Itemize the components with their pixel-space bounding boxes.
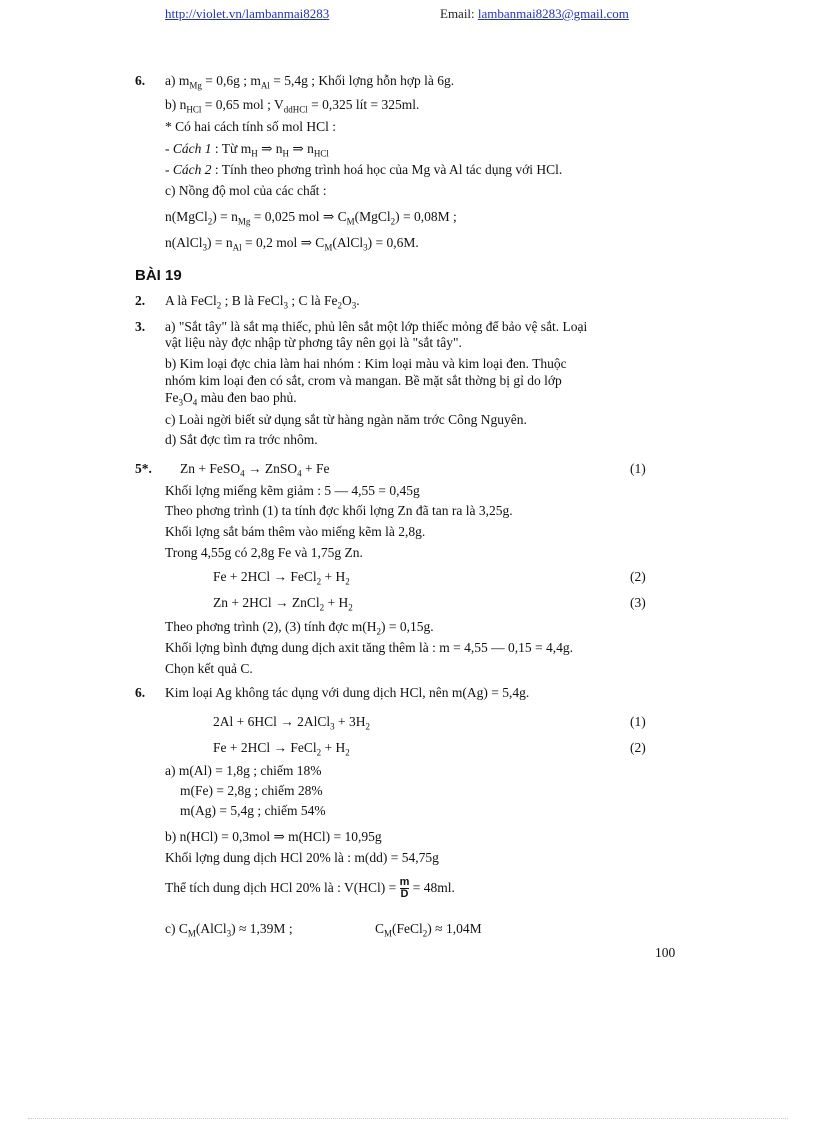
q6b-b2: Khối lợng dung dịch HCl 20% là : m(dd) = 54,75g: [165, 850, 439, 865]
q6b-eq1: 2Al + 6HCl → 2AlCl$_3$ + $3H_2$: [213, 714, 370, 732]
q5-line1: Khối lợng miếng kẽm giảm : 5 — 4,55 = 0,45g: [165, 483, 420, 498]
q3-number: 3.: [135, 319, 146, 334]
q5-eq3: Zn + 2HCl → ZnCl$_2$ + $H_2$: [213, 595, 353, 613]
q6a-a: a) $m_{Mg} = 0,6g$ ; $m_{Al} = 5,4g$ ; Khối lợng hỗn hợp là 6g.: [165, 73, 455, 91]
q5-eq3-number: (3): [630, 595, 646, 610]
q3-b2: nhóm kim loại đen có sắt, crom và mangan. Bề mặt sắt thờng bị gỉ do lớp: [165, 373, 562, 388]
q6a-alcl3: n(AlCl$_3$) = $n_{Al} = 0,2$ mol ⇒ $C_M(AlCl_3) = 0,6M$.: [165, 235, 419, 253]
q5-eq2: Fe + 2HCl → FeCl$_2$ + $H_2$: [213, 569, 350, 587]
q6b-a2: m(Fe) = 2,8g ; chiếm 28%: [180, 783, 323, 798]
q5-line4: Trong 4,55g có 2,8g Fe và 1,75g Zn.: [165, 545, 363, 560]
q3-b1: b) Kim loại đợc chia làm hai nhóm : Kim loại màu và kim loại đen. Thuộc: [165, 356, 567, 371]
page-number: 100: [655, 945, 676, 960]
fraction-numerator: m: [399, 876, 410, 889]
q6a-cach2: - Cách 2 : Tính theo phơng trình hoá học của Mg và Al tác dụng với HCl.: [165, 162, 563, 177]
q2-number: 2.: [135, 293, 146, 308]
q6a-b: b) $n_{HCl} = 0,65$ mol ; $V_{ddHCl} = 0,325$ lít = 325ml.: [165, 97, 420, 115]
header-email: [440, 6, 629, 22]
q6b-eq2-number: (2): [630, 740, 646, 755]
q5-number: 5*.: [135, 461, 152, 476]
q5-eq1: Zn + FeSO$_4$ → ZnSO$_4$ + Fe: [180, 461, 330, 479]
q3-b3: $Fe_3O_4$ màu đen bao phủ.: [165, 390, 297, 408]
q6b-a1: a) m(Al) = 1,8g ; chiếm 18%: [165, 763, 322, 778]
q6b-eq2: Fe + 2HCl → FeCl$_2$ + $H_2$: [213, 740, 350, 758]
q3-a1: a) "Sắt tây" là sắt mạ thiếc, phủ lên sắt một lớp thiếc mỏng để bảo vệ sắt. Loại: [165, 319, 588, 334]
bottom-divider: [28, 1118, 788, 1119]
q6b-c1: c) $C_M(AlCl_3) \approx 1,39M$ ;: [165, 921, 293, 939]
q6b-number: 6.: [135, 685, 146, 700]
q6b-c2: $C_M(FeCl_2) \approx 1,04M$: [375, 921, 482, 939]
q5-eq1-number: (1): [630, 461, 646, 476]
q6b-a3: m(Ag) = 5,4g ; chiếm 54%: [180, 803, 326, 818]
q5-line7: Chọn kết quả C.: [165, 661, 253, 676]
fraction-m-over-d: [400, 877, 410, 900]
q6b-intro: Kim loại Ag không tác dụng với dung dịch HCl, nên m(Ag) = 5,4g.: [165, 685, 530, 700]
q6a-mgcl2: n(MgCl$_2$) = $n_{Mg} = 0,025$ mol ⇒ $C_M(MgCl_2) = 0,08M$ ;: [165, 209, 457, 227]
q5-line5: Theo phơng trình (2), (3) tính đợc $m(H_2) = 0,15g$.: [165, 619, 434, 637]
q3-a2: vật liệu này đợc nhập từ phơng tây nên gọi là "sắt tây".: [165, 335, 462, 350]
section-heading: BÀI 19: [135, 267, 182, 284]
q6a-star: * Có hai cách tính số mol HCl :: [165, 119, 336, 134]
header-link[interactable]: http://violet.vn/lambanmai8283: [165, 6, 330, 21]
q2-text: A là FeCl$_2$ ; B là FeCl$_3$ ; C là $Fe_2O_3$.: [165, 293, 360, 311]
q3-c: c) Loài ngời biết sử dụng sắt từ hàng ngàn năm trớc Công Nguyên.: [165, 412, 527, 427]
q6b-eq1-number: (1): [630, 714, 646, 729]
q6b-b1: b) n(HCl) = 0,3mol ⇒ m(HCl) = 10,95g: [165, 829, 382, 844]
q5-eq2-number: (2): [630, 569, 646, 584]
q6b-b3-pre: Thể tích dung dịch HCl 20% là : V(HCl) =: [165, 880, 397, 895]
q6a-number: 6.: [135, 73, 146, 88]
q6a-c: c) Nồng độ mol của các chất :: [165, 183, 327, 198]
q6b-b3: [165, 876, 455, 900]
q5-line3: Khối lợng sắt bám thêm vào miếng kẽm là 2,8g.: [165, 524, 426, 539]
email-label: Email:: [440, 6, 475, 21]
q3-d: d) Sắt đợc tìm ra trớc nhôm.: [165, 432, 318, 447]
q5-line2: Theo phơng trình (1) ta tính đợc khối lợng Zn đã tan ra là 3,25g.: [165, 503, 513, 518]
q5-line6: Khối lợng bình đựng dung dịch axit tăng thêm là : m = 4,55 — 0,15 = 4,4g.: [165, 640, 574, 655]
q6a-cach1: - Cách 1 : Từ $m_H$ ⇒ $n_H$ ⇒ $n_{HCl}$: [165, 141, 329, 159]
email-link[interactable]: lambanmai8283@gmail.com: [477, 6, 629, 21]
fraction-denominator: D: [400, 888, 409, 901]
q6b-b3-post: = 48ml.: [412, 880, 455, 895]
